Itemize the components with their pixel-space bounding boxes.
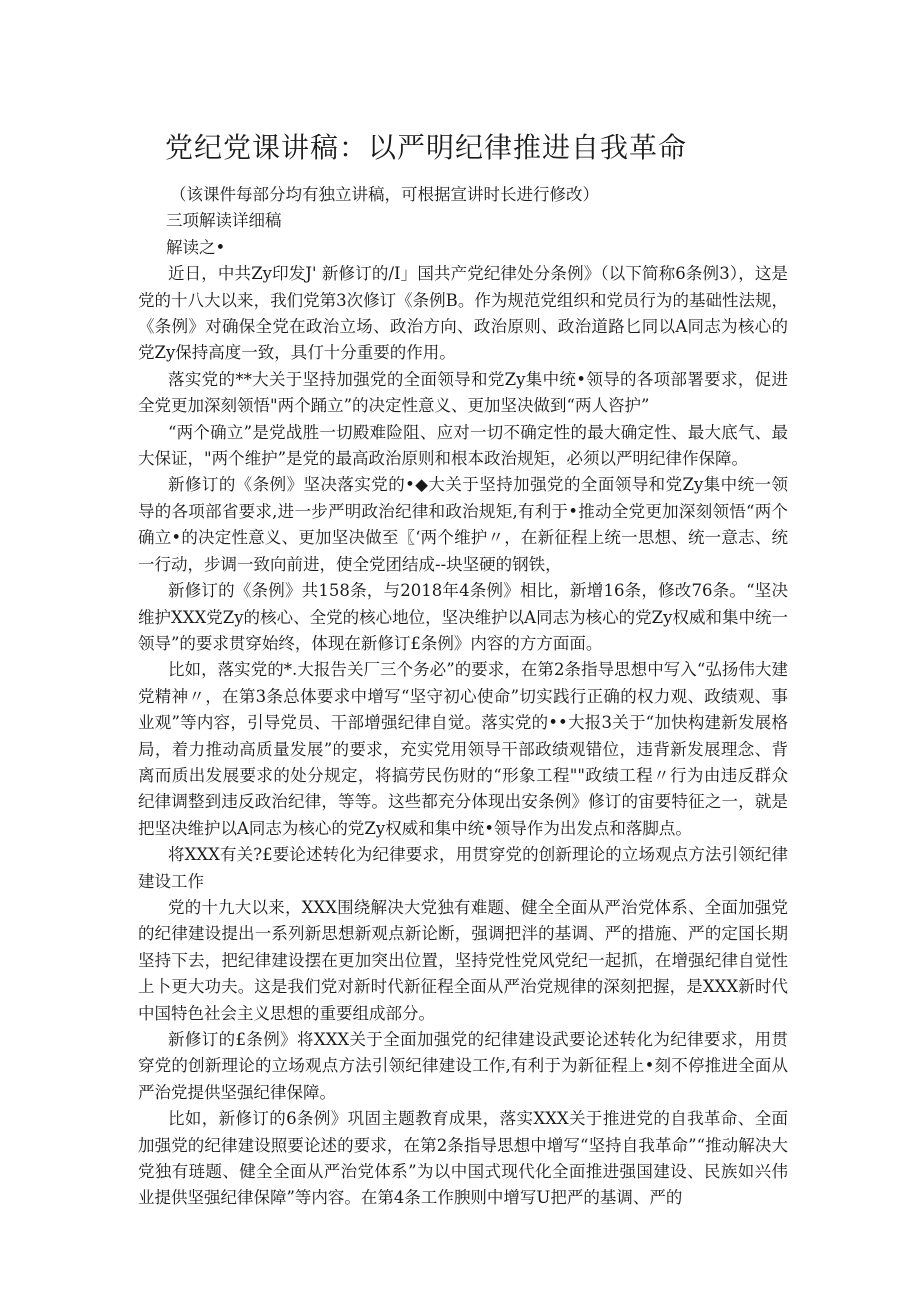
body-paragraph: 新修订的£条例》将XXX关于全面加强党的纪律建设武要论述转化为纪律要求，用贯穿党的创新理论的立场观点方法引领纪律建设工作,有利于为新征程上•刻不停推进全面从严治党提供坚强纪律保障。 — [138, 1030, 788, 1102]
body-paragraph: 落实党的**大关于坚持加强党的全面领导和党Zy集中统•领导的各项部署要求，促进全党更加深刻领悟"两个踊立”的决定性意义、更加坚决做到“两人咨护” — [138, 369, 788, 416]
body-paragraph: 近日，中共Zy印发J' 新修订的/I」国共产党纪律处分条例》（以下简称6条例3），这是党的十八大以来，我们党第3次修订《条例B。作为规范党组织和党员行为的基础性法规，《条例》对确保全党在政治立场、政治方向、政治原则、政治道路匕同以A同志为核心的党Zy保持高度一致，具仃十分重要的作用。 — [138, 264, 788, 363]
editor-note: （该课件每部分均有独立讲稿，可根据宣讲时长进行修改） — [170, 185, 599, 204]
body-paragraph: 新修订的《条例》共158条，与2018年4条例》相比，新增16条，修改76条。“坚决维护XXX党Zy的核心、全党的核心地位，坚决维护以A同志为核心的党Zy权威和集中统一领导”的要求贯穿始终，体现在新修订£条例》内容的方方面面。 — [138, 581, 788, 653]
section-heading: 三项解读详细稿 — [166, 211, 282, 231]
document-body — [138, 182, 788, 1212]
body-paragraph: 新修订的《条例》坚决落实党的•◆大关于坚持加强党的全面领导和党Zy集中统一领导的各项部省要求,进一步严明政治纪律和政治规矩,有利于•推动全党更加深刻领悟“两个确立•的决定性意义、更加坚决做至〖‘两个维护〃，在新征程上统一思想、统一意志、统一行动，步调一致向前进，使全党团结成--块坚硬的钢铁， — [138, 475, 788, 574]
body-paragraph: “两个确立”是党战胜一切殿难险阻、应对一切不确定性的最大确定性、最大底气、最大保证，"两个维护”是党的最高政治原则和根本政治规矩，必须以严明纪律作保障。 — [138, 422, 788, 469]
document-title: 党纪党课讲稿：以严明纪律推进自我革命 — [165, 131, 688, 164]
subheading: 解读之• — [166, 237, 226, 257]
body-paragraph: 比如，落实党的*.大报告关厂三个务必”的要求，在第2条指导思想中写入“弘扬伟大建党精神〃，在第3条总体要求中增写“坚守初心使命”切实践行正确的权力观、政绩观、事业观”等内容，引导党员、干部增强纪律自觉。落实党的••大报3关于“加快构建新发展格局，着力推动高质量发展”的要求，充实党用领导干部政绩观错位，违背新发展理念、背离而质出发展要求的处分规定，将搞劳民伤财的“形象工程""政绩工程〃行为由违反群众纪律调整到违反政治纪律，等等。这些都充分体现出安条例》修订的宙要特征之一，就是把坚决维护以A同志为核心的党Zy权威和集中统•领导作为出发点和落脚点。 — [138, 660, 788, 838]
body-paragraph: 党的十九大以来，XXX围绕解决大党独有难题、健全全面从严治党体系、全面加强党的纪律建设提出一系列新思想新观点新论断，强调把泮的基调、严的措施、严的定国长期坚持下去，把纪律建设摆在更加突出位置，坚持党性党风党纪一起抓，在增强纪律自觉性上卜更大功夫。这是我们党对新时代新征程全面从严治党规律的深刻把握，是XXX新时代中国特色社会主义思想的重要组成部分。 — [138, 897, 788, 1023]
body-paragraph: 将XXX有关?£要论述转化为纪律要求，用贯穿党的创新理论的立场观点方法引领纪律建设工作 — [138, 845, 788, 891]
body-paragraph: 比如，新修订的6条例》巩固主题教育成果，落实XXX关于推进党的自我革命、全面加强党的纪律建设照要论述的要求，在第2条指导思想中增写“坚持自我革命”“推动解决大党独有琏题、健全全面从严治党体系”为以中国式现代化全面推进强国建设、民族如兴伟业提供坚强纪律保障”等内容。在第4条工作腴则中增写U把严的基调、严的 — [138, 1109, 788, 1208]
